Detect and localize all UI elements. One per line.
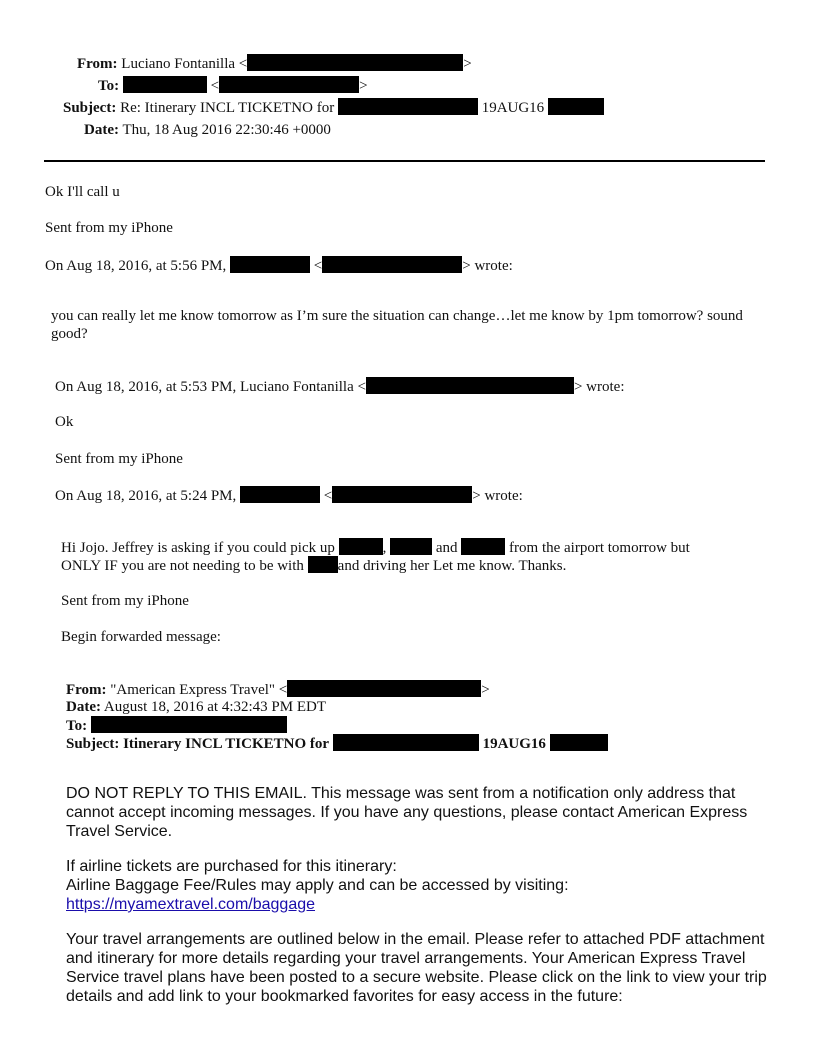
redaction-block [247, 54, 463, 71]
from-end: > [463, 56, 472, 72]
reply4-text-d: from the airport tomorrow but [509, 540, 690, 556]
redaction-block [308, 556, 338, 573]
redaction-block [366, 377, 574, 394]
fwd-date-label: Date: [66, 699, 101, 715]
redaction-block [339, 538, 383, 555]
reply3-wrote-pre: On Aug 18, 2016, at 5:24 PM, [55, 488, 237, 504]
fwd-from-label: From: [66, 682, 107, 698]
subject-value: Re: Itinerary INCL TICKETNO for [120, 100, 335, 116]
redaction-block [240, 486, 320, 503]
reply3-wrote-mid: < [320, 488, 333, 504]
header-to-line [98, 76, 368, 95]
reply4-forward: Begin forwarded message: [61, 629, 221, 645]
body-p2-line1: If airline tickets are purchased for this itinerary: [66, 858, 397, 875]
reply1-wrote-pre: On Aug 18, 2016, at 5:56 PM, [45, 258, 227, 274]
reply3-sent: Sent from my iPhone [55, 451, 183, 467]
fwd-to-label: To: [66, 718, 88, 734]
redaction-block [287, 680, 481, 697]
reply4-body-line2 [61, 556, 566, 575]
redaction-block [123, 76, 207, 93]
redaction-block [230, 256, 310, 273]
reply1-wrote [45, 256, 513, 275]
redaction-block [91, 716, 287, 733]
reply1-sent: Sent from my iPhone [45, 220, 173, 236]
header-from-line [77, 54, 472, 73]
reply2-wrote-post: > wrote: [573, 379, 625, 395]
header-divider [44, 160, 765, 162]
reply3-wrote-post: > wrote: [472, 488, 523, 504]
body-paragraph-1: DO NOT REPLY TO THIS EMAIL. This message was sent from a notification only address that cannot accept incoming messages. If you have any questions, please contact American Express Travel Service. [66, 785, 748, 840]
reply3-wrote [55, 486, 523, 505]
baggage-link[interactable]: https://myamextravel.com/baggage [66, 896, 316, 913]
reply2-wrote-pre: On Aug 18, 2016, at 5:53 PM, Luciano Fontanilla < [55, 379, 366, 395]
reply1-line1: Ok I'll call u [45, 184, 120, 200]
subject-label: Subject: [63, 100, 117, 116]
reply4-body-line1 [61, 538, 690, 557]
redaction-block [550, 734, 608, 751]
reply4-text-e: ONLY IF you are not needing to be with [61, 558, 304, 574]
fwd-subject-label: Subject: Itinerary INCL TICKETNO for [66, 736, 330, 752]
reply4-text-c: and [435, 540, 458, 556]
reply3-line1: Ok [55, 414, 74, 430]
reply1-wrote-mid: < [310, 258, 323, 274]
redaction-block [219, 76, 359, 93]
redaction-block [461, 538, 505, 555]
fwd-date-value: August 18, 2016 at 4:32:43 PM EDT [103, 699, 327, 715]
fwd-from-end: > [481, 682, 490, 698]
reply4-sent: Sent from my iPhone [61, 593, 189, 609]
fwd-date-line [66, 698, 326, 716]
fwd-from-line [66, 680, 490, 699]
reply2-wrote [55, 377, 624, 396]
body-paragraph-2 [66, 857, 766, 914]
fwd-from-value: "American Express Travel" < [110, 682, 288, 698]
to-end: > [359, 78, 368, 94]
body-p2-line2: Airline Baggage Fee/Rules may apply and can be accessed by visiting: [66, 877, 569, 894]
redaction-block [548, 98, 604, 115]
reply4-text-b: , [382, 540, 387, 556]
reply4-text-f: and driving her Let me know. Thanks. [337, 558, 567, 574]
redaction-block [390, 538, 432, 555]
reply2-body-text: you can really let me know tomorrow as I’m sure the situation can change…let me know by 1pm tomorrow? sound good? [51, 308, 743, 342]
header-date-line [84, 121, 331, 139]
header-subject-line [63, 98, 604, 117]
to-label: To: [98, 78, 120, 94]
fwd-to-line [66, 716, 287, 735]
body-paragraph-3: Your travel arrangements are outlined below in the email. Please refer to attached PDF attachment and itinerary for more details regarding your travel arrangements. Your American Express Travel Service travel plans have been posted to a secure website. Please click on the link to view your trip details and add link to your bookmarked favorites for easy access in the future: [66, 931, 767, 1005]
reply1-wrote-post: > wrote: [462, 258, 513, 274]
subject-date: 19AUG16 [481, 100, 545, 116]
reply4-text-a: Hi Jojo. Jeffrey is asking if you could pick up [61, 540, 335, 556]
reply2-body [51, 307, 771, 343]
date-value: Thu, 18 Aug 2016 22:30:46 +0000 [122, 122, 331, 138]
fwd-subject-date: 19AUG16 [482, 736, 546, 752]
from-label: From: [77, 56, 118, 72]
date-label: Date: [84, 122, 119, 138]
from-value: Luciano Fontanilla < [121, 56, 248, 72]
to-mid: < [206, 78, 220, 94]
redaction-block [322, 256, 462, 273]
redaction-block [338, 98, 478, 115]
fwd-subject-line [66, 734, 608, 753]
redaction-block [332, 486, 472, 503]
redaction-block [333, 734, 479, 751]
